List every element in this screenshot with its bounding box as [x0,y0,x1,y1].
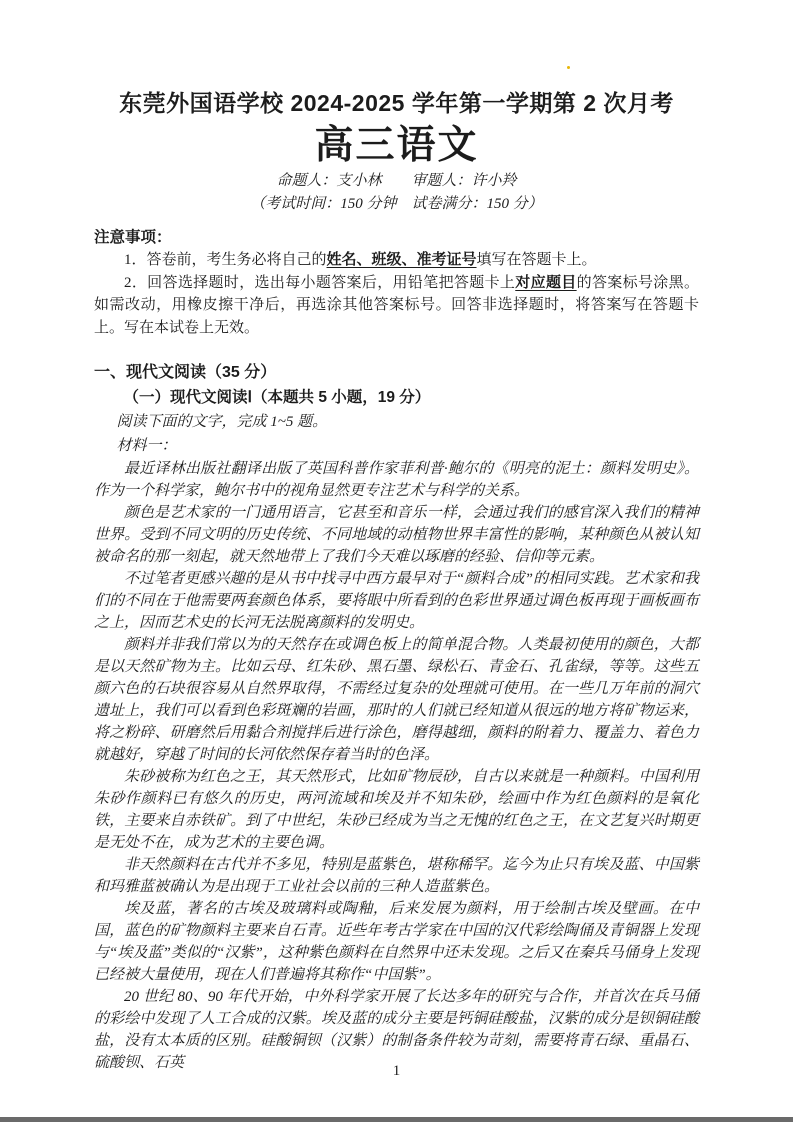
notice-item-2 [94,272,699,340]
notice-item-1-text: 1．答卷前，考生务必将自己的 [124,252,327,268]
notice-item-2-emphasis: 对应题目 [515,274,577,291]
yellow-speck [567,66,570,69]
body-paragraph-4: 颜料并非我们常以为的天然存在或调色板上的简单混合物。人类最初使用的颜色，大都是以天然矿物为主。比如云母、红朱砂、黑石墨、绿松石、青金石、孔雀绿，等等。这些五颜六色的石块很容易从自然界取得，不需经过复杂的处理就可使用。在一些几万年前的洞穴遗址上，我们可以看到色彩斑斓的岩画，那时的人们就已经知道从很远的地方将矿物运来，将之粉碎、研磨然后用黏合剂搅拌后进行涂色，磨得越细，颜料的附着力、覆盖力、着色力就越好，穿越了时间的长河依然保存着当时的色泽。 [94,637,699,763]
reviewer-label: 审题人：许小羚 [411,173,517,189]
section-heading: 一、现代文阅读（35 分） [94,364,277,381]
notice-heading: 注意事项： [94,229,172,246]
exam-title: 东莞外国语学校 2024-2025 学年第一学期第 2 次月考 [119,90,674,116]
notice-item-1 [94,249,699,272]
notice-block [94,226,699,339]
body-paragraph-3: 不过笔者更感兴趣的是从书中找寻中西方最早对于“颜料合成”的相同实践。艺术家和我们的不同在于他需要两套颜色体系，要将眼中所看到的色彩世界通过调色板再现于画板画布之上，因而艺术史的长河无法脱离颜料的发明史。 [94,571,699,631]
body-paragraph-6: 非天然颜料在古代并不多见，特别是蓝紫色，堪称稀罕。迄今为止只有埃及蓝、中国紫和玛雅蓝被确认为是出现于工业社会以前的三种人造蓝紫色。 [94,857,699,895]
body-paragraph-8: 20 世纪 80、90 年代开始，中外科学家开展了长达多年的研究与合作，并首次在兵马俑的彩绘中发现了人工合成的汉紫。埃及蓝的成分主要是钙铜硅酸盐，汉紫的成分是钡铜硅酸盐，没有太本质的区别。硅酸铜钡（汉紫）的制备条件较为苛刻，需要将青石绿、重晶石、硫酸钡、石英 [94,989,699,1071]
reading-section [94,361,699,1074]
page-number: 1 [392,1063,401,1079]
notice-item-2-suffix: 的答案标号涂黑。如需改动，用橡皮擦干净后，再选涂其他答案标号。回答非选择题时，将答案写在答题卡上。写在本试卷上无效。 [94,274,699,336]
section-subheading: （一）现代文阅读Ⅰ（本题共 5 小题，19 分） [123,389,431,406]
bottom-edge-bar [0,1117,793,1122]
notice-item-1-suffix: 填写在答题卡上。 [476,252,597,268]
material-label: 材料一： [116,438,177,454]
body-paragraph-5: 朱砂被称为红色之王，其天然形式，比如矿物辰砂，自古以来就是一种颜料。中国利用朱砂作颜料已有悠久的历史，两河流域和埃及并不知朱砂，绘画中作为红色颜料的是氧化铁，主要来自赤铁矿。到了中世纪，朱砂已经成为当之无愧的红色之王，在文艺复兴时期更是无处不在，成为艺术的主要色调。 [94,769,699,851]
body-paragraph-1: 最近译林出版社翻译出版了英国科普作家菲利普·鲍尔的《明亮的泥土：颜料发明史》。作为一个科学家，鲍尔书中的视角显然更专注艺术与科学的关系。 [94,461,699,499]
exam-authors [94,170,699,193]
exam-info: （考试时间：150 分钟 试卷满分：150 分） [250,196,543,212]
body-paragraph-7: 埃及蓝，著名的古埃及玻璃料或陶釉，后来发展为颜料，用于绘制古埃及壁画。在中国，蓝色的矿物颜料主要来自石青。近些年考古学家在中国的汉代彩绘陶俑及青铜器上发现与“埃及蓝”类似的“汉紫”，这种紫色颜料在自然界中还未发现。之后又在秦兵马俑身上发现已经被大量使用，现在人们普遍将其称作“中国紫”。 [94,901,699,983]
notice-item-1-emphasis: 姓名、班级、准考证号 [326,252,477,268]
setter-label: 命题人：支小林 [276,173,382,189]
body-paragraph-2: 颜色是艺术家的一门通用语言，它甚至和音乐一样，会通过我们的感官深入我们的精神世界。受到不同文明的历史传统、不同地域的动植物世界丰富性的影响，某种颜色从被认知被命名的那一刻起，就天然地带上了我们今天难以琢磨的经验、信仰等元素。 [94,505,699,565]
reading-instruction: 阅读下面的文字，完成 1~5 题。 [116,414,328,430]
subject-title: 高三语文 [314,124,479,167]
notice-item-2-text: 2．回答选择题时，选出每小题答案后，用铅笔把答题卡上 [124,274,516,291]
